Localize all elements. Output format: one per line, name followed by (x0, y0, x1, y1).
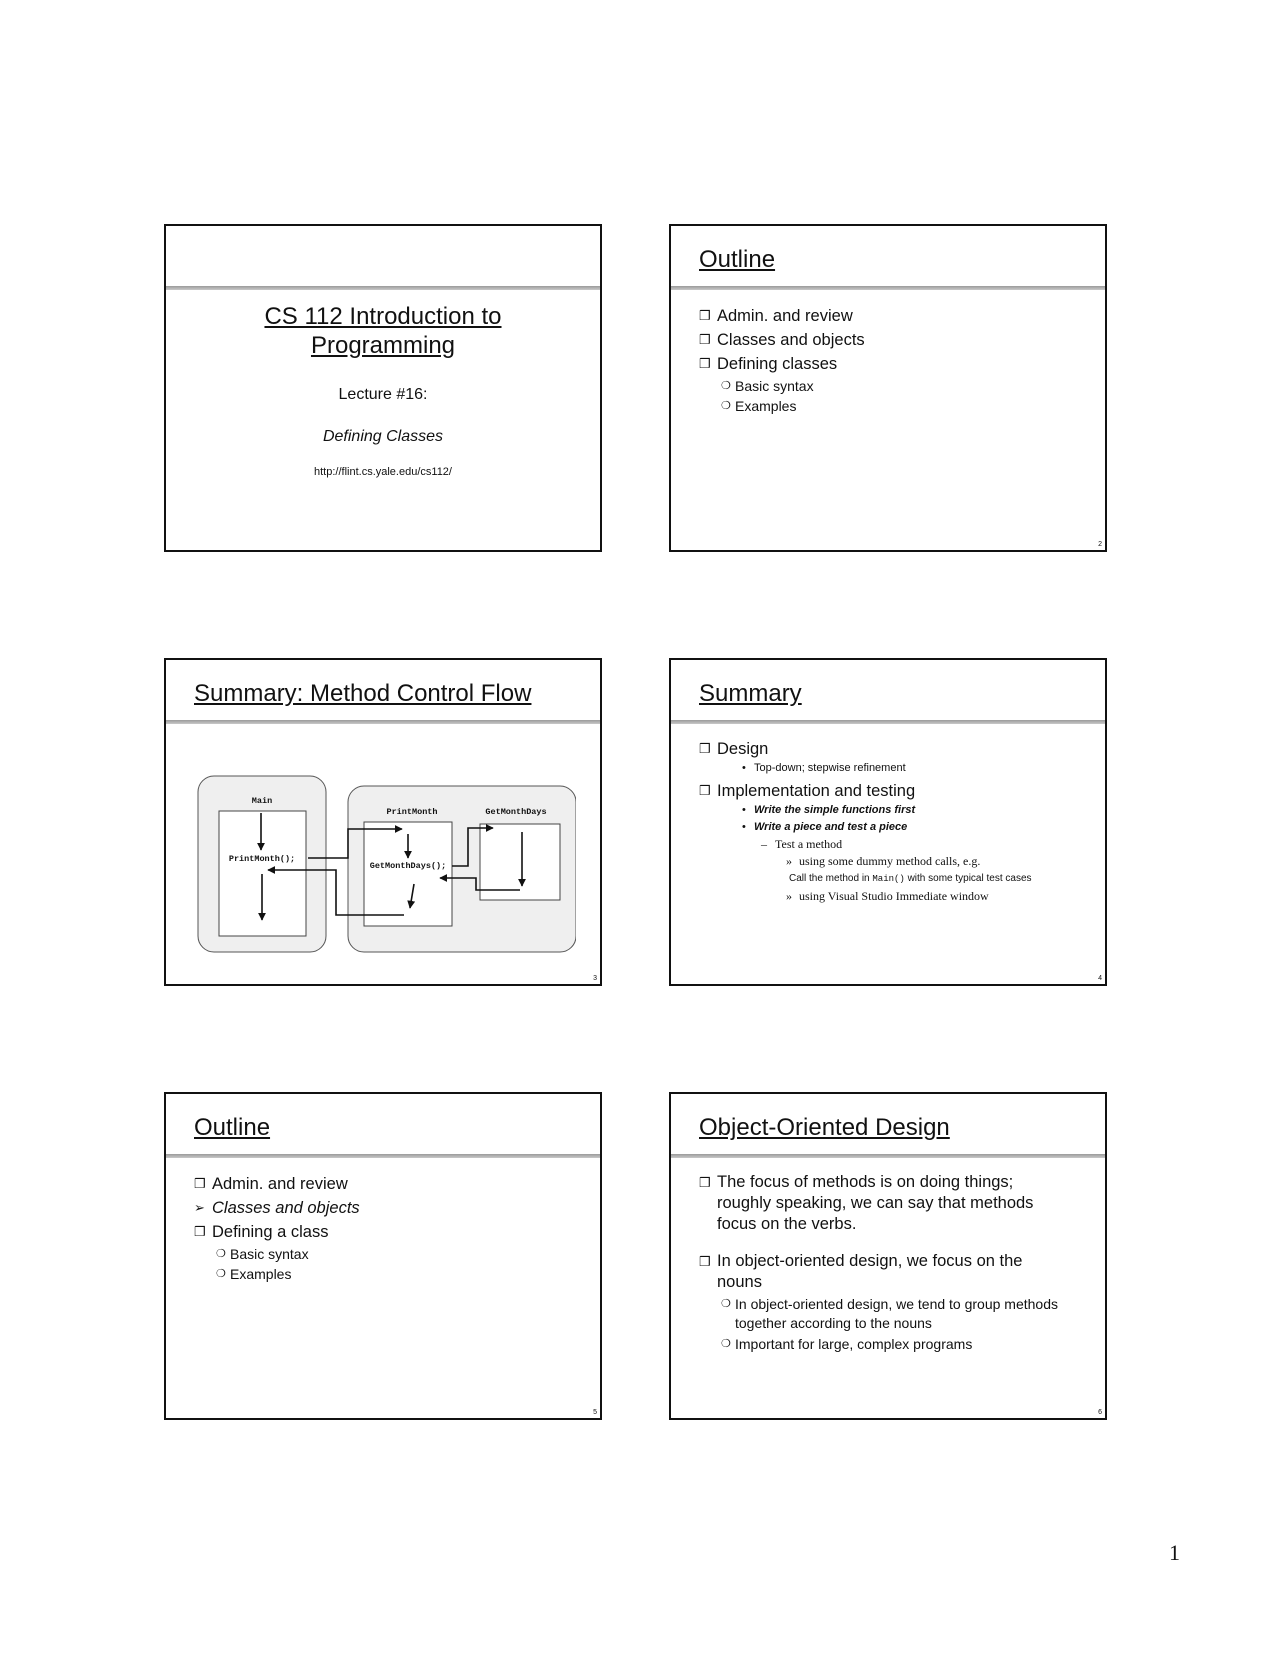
slide-6 (669, 1092, 1107, 1420)
sub-bullet-text: Important for large, complex programs (735, 1336, 973, 1352)
title-rule (671, 720, 1105, 724)
dot-bullet-text: Write the simple functions first (754, 804, 916, 816)
checkbox-bullet-icon: ❒ (194, 1176, 206, 1191)
bullet-item (699, 780, 1093, 802)
call-note-prefix: Call the method in (789, 873, 873, 884)
bullet-text: Implementation and testing (717, 782, 916, 800)
dot-bullet-icon: • (742, 804, 746, 816)
checkbox-bullet-icon: ❒ (699, 783, 711, 798)
sub-bullet-text: In object-oriented design, we tend to group methods together according to the nouns (735, 1296, 1058, 1331)
checkbox-bullet-icon: ❒ (194, 1224, 206, 1239)
title-rule (671, 286, 1105, 290)
sub-bullet-item (699, 376, 1093, 396)
dot-bullet-icon: • (742, 821, 746, 833)
course-title-line1: CS 112 Introduction to (264, 303, 502, 330)
bullet-item (699, 738, 1093, 760)
slide-title: Summary (699, 680, 802, 707)
main-label: Main (251, 796, 273, 806)
circle-bullet-icon: ❍ (216, 1248, 226, 1260)
circle-bullet-icon: ❍ (721, 1298, 731, 1310)
bullet-text: Design (717, 740, 769, 758)
dot-bullet-item (699, 760, 1093, 777)
checkbox-bullet-icon: ❒ (699, 356, 711, 371)
cover-content (166, 302, 600, 478)
checkbox-bullet-icon: ❒ (699, 741, 711, 756)
sub-bullet-text: Examples (230, 1266, 292, 1282)
slide-body (699, 1172, 1065, 1356)
circle-bullet-icon: ❍ (721, 1338, 731, 1350)
slide-title: Outline (194, 1114, 271, 1141)
control-flow-diagram (196, 774, 576, 964)
sub-bullet-item (699, 1335, 1065, 1354)
slide-number: 3 (593, 975, 597, 982)
checkbox-bullet-icon: ❒ (699, 308, 711, 323)
circle-bullet-icon: ❍ (721, 380, 731, 392)
dot-bullet-icon: • (742, 762, 746, 774)
bullet-text: Admin. and review (212, 1175, 348, 1193)
sub-bullet-item (699, 396, 1093, 416)
title-rule (166, 720, 600, 724)
getmonthdays-body-box (480, 824, 560, 900)
printmonth-call-label: PrintMonth(); (228, 854, 296, 864)
call-note-suffix: with some typical test cases (904, 873, 1032, 884)
dot-bullet-item (699, 819, 1093, 836)
checkbox-bullet-icon: ❒ (699, 1254, 711, 1269)
circle-bullet-icon: ❍ (216, 1268, 226, 1280)
call-note-code: Main() (872, 874, 905, 884)
lecture-number: Lecture #16: (338, 386, 428, 403)
slide-body (699, 304, 1093, 416)
bullet-text: The focus of methods is on doing things; roughly speaking, we can say that methods focus on the verbs. (717, 1173, 1034, 1233)
slide-2 (669, 224, 1107, 552)
bullet-text: Admin. and review (717, 307, 853, 325)
bullet-text: In object-oriented design, we focus on the nouns (717, 1252, 1023, 1291)
title-rule (166, 286, 600, 290)
circle-bullet-icon: ❍ (721, 400, 731, 412)
bullet-item (699, 328, 1093, 352)
bullet-item (699, 352, 1093, 376)
getmonthdays-label: GetMonthDays (485, 807, 547, 817)
slide-number: 6 (1098, 1409, 1102, 1416)
slide-title: Summary: Method Control Flow (194, 680, 532, 707)
bullet-text: Classes and objects (212, 1199, 360, 1217)
course-url: http://flint.cs.yale.edu/cs112/ (314, 466, 452, 478)
dot-bullet-text: Top-down; stepwise refinement (754, 762, 906, 774)
title-rule (166, 1154, 600, 1158)
slide-5 (164, 1092, 602, 1420)
bullet-item (699, 1251, 1065, 1293)
getmonthdays-call-label: GetMonthDays(); (369, 861, 447, 871)
bullet-item-current (194, 1196, 588, 1220)
call-note (699, 870, 1093, 888)
slide-body (699, 738, 1093, 905)
slide-title: Outline (699, 246, 776, 273)
title-rule (671, 1154, 1105, 1158)
chevron-bullet-text: using some dummy method calls, e.g. (799, 854, 981, 868)
chevron-bullet-item (699, 888, 1093, 905)
bullet-item (194, 1172, 588, 1196)
sub-bullet-item (699, 1295, 1065, 1333)
checkbox-bullet-icon: ❒ (699, 332, 711, 347)
bullet-item (699, 1172, 1065, 1235)
chevron-bullet-item (699, 853, 1093, 870)
sub-bullet-text: Basic syntax (230, 1246, 309, 1262)
bullet-text: Classes and objects (717, 331, 865, 349)
slide-4 (669, 658, 1107, 986)
printmonth-label: PrintMonth (386, 807, 438, 817)
slide-number: 4 (1098, 975, 1102, 982)
dot-bullet-text: Write a piece and test a piece (754, 821, 908, 833)
bullet-item (699, 304, 1093, 328)
dash-bullet-text: Test a method (775, 837, 843, 851)
sub-bullet-item (194, 1264, 588, 1284)
lecture-subtitle: Defining Classes (322, 428, 444, 445)
slide-3 (164, 658, 602, 986)
dash-bullet-item (699, 836, 1093, 853)
sub-bullet-text: Examples (735, 398, 797, 414)
double-chevron-bullet-icon: » (786, 889, 792, 903)
slide-title: Object-Oriented Design (699, 1114, 950, 1141)
checkbox-bullet-icon: ❒ (699, 1175, 711, 1190)
slide-1 (164, 224, 602, 552)
bullet-text: Defining classes (717, 355, 838, 373)
bullet-text: Defining a class (212, 1223, 329, 1241)
sub-bullet-text: Basic syntax (735, 378, 814, 394)
arrow-bullet-icon: ➢ (194, 1200, 205, 1215)
slide-number: 2 (1098, 541, 1102, 548)
course-title (166, 302, 600, 360)
chevron-bullet-text: using Visual Studio Immediate window (799, 889, 989, 903)
double-chevron-bullet-icon: » (786, 854, 792, 868)
dash-bullet-icon: – (761, 837, 767, 851)
bullet-item (194, 1220, 588, 1244)
page-number: 1 (1169, 1540, 1180, 1565)
slide-body (194, 1172, 588, 1284)
sub-bullet-item (194, 1244, 588, 1264)
course-title-line2: Programming (310, 332, 456, 359)
dot-bullet-item (699, 802, 1093, 819)
slide-number: 5 (593, 1409, 597, 1416)
